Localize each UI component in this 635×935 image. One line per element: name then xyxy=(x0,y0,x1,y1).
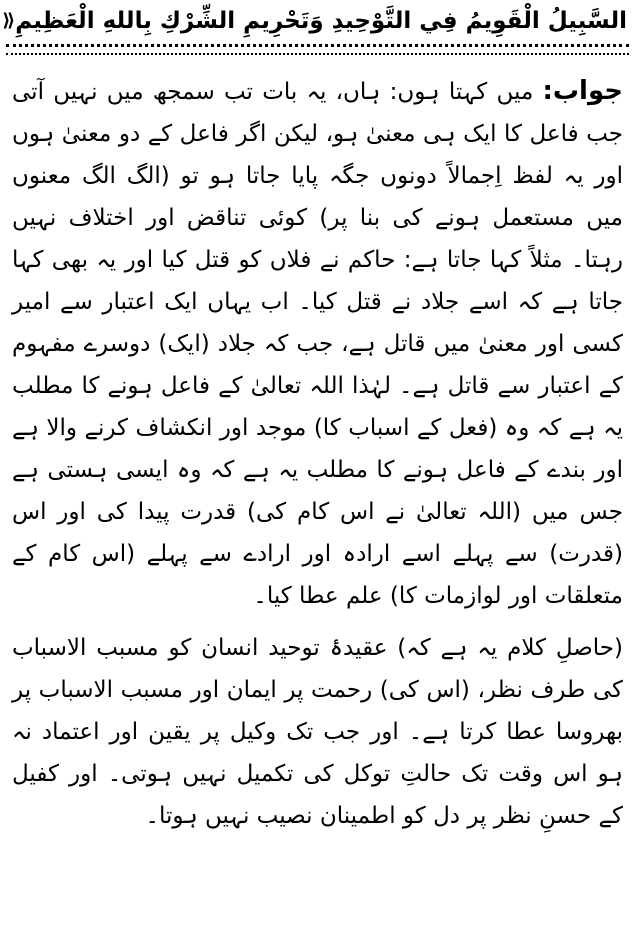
header-divider xyxy=(6,44,629,55)
page-body xyxy=(12,70,623,847)
running-title: السَّبِيلُ الْقَوِيمُ فِي التَّوْحِيدِ وَتَحْرِيمِ الشِّرْكِ بِاللهِ الْعَظِيمِ xyxy=(15,8,627,34)
page-header xyxy=(2,2,627,40)
page-number-badge xyxy=(0,9,15,33)
paragraph-1-text: میں کہتا ہوں: ہاں، یہ بات تب سمجھ میں نہیں آتی جب فاعل کا ایک ہی معنیٰ ہو، لیکن اگر فاعل کے دو معنیٰ ہوں اور یہ لفظ اِجمالاً دونوں جگہ پایا جاتا ہو تو (الگ الگ معنوں میں مستعمل ہونے کی بنا پر) کوئی تناقض اور اختلاف نہیں رہتا۔ مثلاً کہا جاتا ہے: حاکم نے فلاں کو قتل کیا اور یہ بھی کہا جاتا ہے کہ اسے جلاد نے قتل کیا۔ اب یہاں ایک اعتبار سے امیر کسی اور معنیٰ میں قاتل ہے، جب کہ جلاد (ایک) دوسرے مفہوم کے اعتبار سے قاتل ہے۔ لہٰذا اللہ تعالیٰ کے فاعل ہونے کا مطلب یہ ہے کہ وہ (فعل کے اسباب کا) موجد اور انکشاف کرنے والا ہے اور بندے کے فاعل ہونے کا مطلب یہ ہے کہ وہ ایسی ہستی ہے جس میں (اللہ تعالیٰ نے اس کام کی) قدرت پیدا کی اور اس (قدرت) سے پہلے اسے ارادہ اور ارادے سے پہلے (اس کام کے متعلقات اور لوازمات کا) علم عطا کیا۔ xyxy=(12,79,623,609)
ornament-right-icon: ⟫ xyxy=(2,10,16,31)
paragraph-2: (حاصلِ کلام یہ ہے کہ) عقیدۂ توحید انسان کو مسبب الاسباب کی طرف نظر، (اس کی) رحمت پر ایمان اور مسبب الاسباب پر بھروسا عطا کرتا ہے۔ اور جب تک وکیل پر یقین اور اعتماد نہ ہو اس وقت تک حالتِ توکل کی تکمیل نہیں ہوتی۔ اور کفیل کے حسنِ نظر پر دل کو اطمینان نصیب نہیں ہوتا۔ xyxy=(12,635,623,829)
answer-label: جواب: xyxy=(542,76,623,106)
paragraph-1 xyxy=(12,70,623,617)
